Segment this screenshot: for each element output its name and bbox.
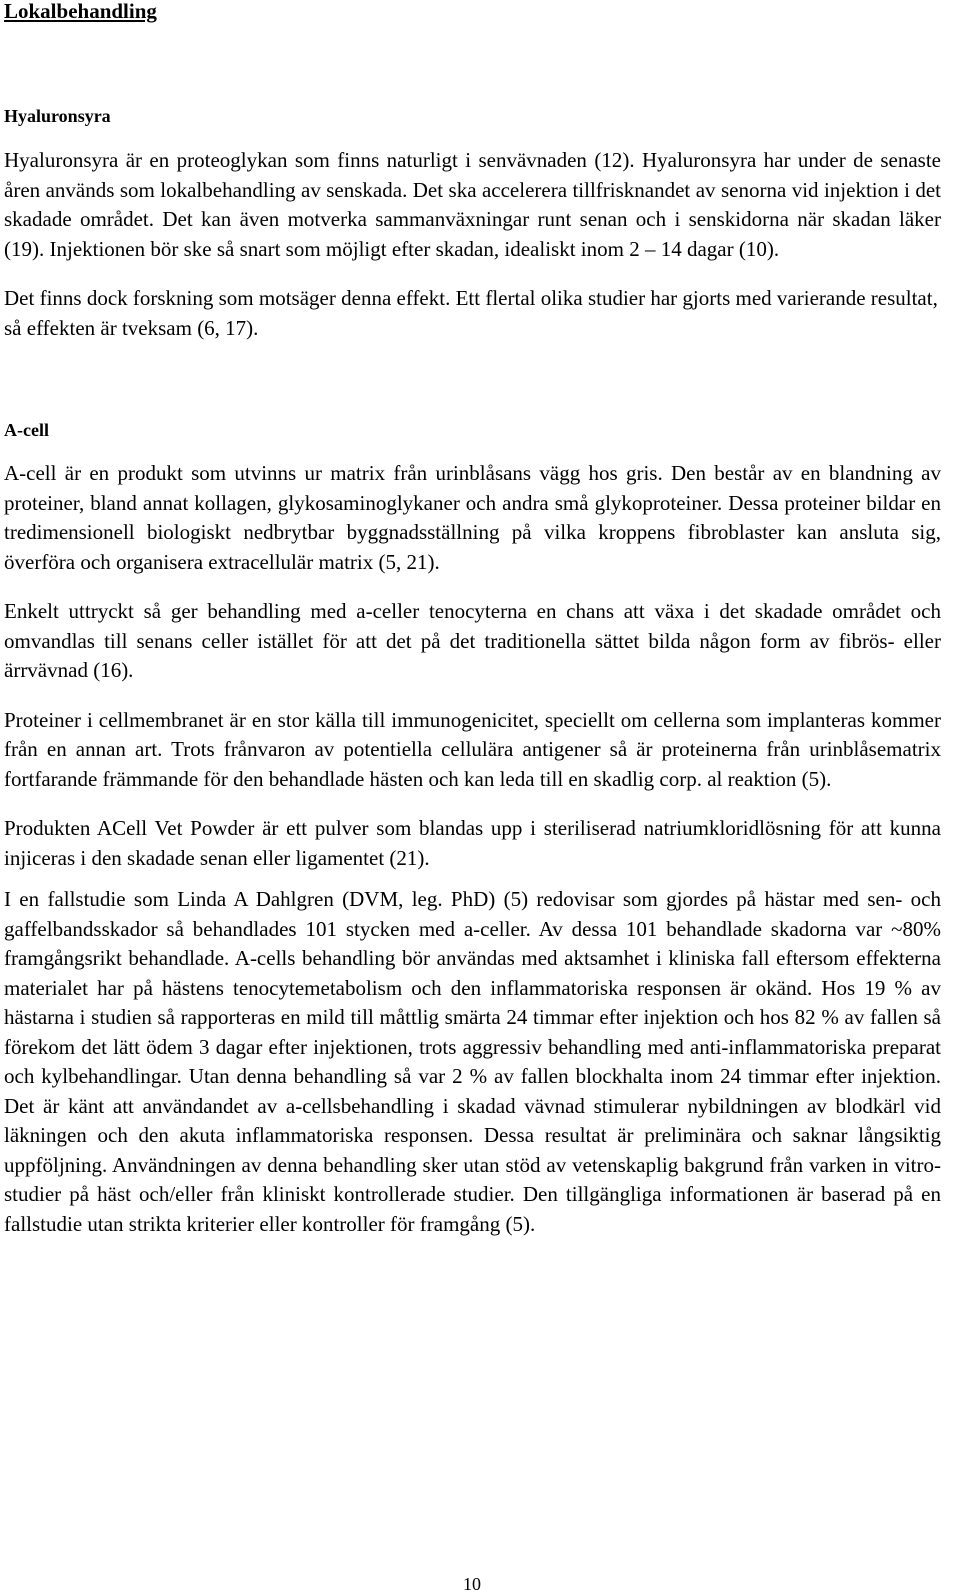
paragraph: A-cell är en produkt som utvinns ur matrix från urinblåsans vägg hos gris. Den består av en blandning av proteiner, bland annat kollagen, glykosaminoglykaner och andra små glykoproteiner. Dessa proteiner bildar en tredimensionell biologiskt nedbrytbar byggnadsställning på vilka kroppens fibroblaster kan ansluta sig, överföra och organisera extracellulär matrix (5, 21). bbox=[4, 461, 941, 574]
section-heading-hyaluronsyra: Hyaluronsyra bbox=[4, 106, 111, 126]
page-number: 10 bbox=[463, 1574, 481, 1594]
paragraph: I en fallstudie som Linda A Dahlgren (DVM, leg. PhD) (5) redovisar som gjordes på hästar med sen- och gaffelbandsskador så behandlades 101 stycken med a-celler. Av dessa 101 behandlade skadorna var ~80% framgångsrikt behandlade. A-cells behandling bör användas med aktsamhet i kliniska fall eftersom effekterna materialet har på hästens tenocytemetabolism och den inflammatoriska responsen är okänd. Hos 19 % av hästarna i studien så rapporteras en mild till måttlig smärta 24 timmar efter injektion och hos 82 % av fallen så förekom det lätt ödem 3 dagar efter injektionen, trots aggressiv behandling med anti-inflammatoriska preparat och kylbehandlingar. Utan denna behandling så var 2 % av fallen blockhalta inom 24 timmar efter injektion. Det är känt att användandet av a-cellsbehandling i skadad vävnad stimulerar nybildningen av blodkärl vid läkningen och den akuta inflammatoriska responsen. Dessa resultat är preliminära och saknar långsiktig uppföljning. Användningen av denna behandling sker utan stöd av vetenskaplig bakgrund från varken in vitro-studier på häst och/eller från kliniskt kontrollerade studier. Den tillgängliga informationen är baserad på en fallstudie utan strikta kriterier eller kontroller för framgång (5). bbox=[4, 887, 941, 1236]
document-page bbox=[4, 0, 941, 1239]
paragraph: Produkten ACell Vet Powder är ett pulver som blandas upp i steriliserad natriumkloridlösning för att kunna injiceras i den skadade senan eller ligamentet (21). bbox=[4, 816, 941, 870]
paragraph: Det finns dock forskning som motsäger denna effekt. Ett flertal olika studier har gjorts med varierande resultat, så effekten är tveksam (6, 17). bbox=[4, 286, 938, 340]
section-heading-a-cell: A-cell bbox=[4, 420, 49, 440]
page-title: Lokalbehandling bbox=[4, 0, 157, 23]
paragraph: Hyaluronsyra är en proteoglykan som finns naturligt i senvävnaden (12). Hyaluronsyra har under de senaste åren används som lokalbehandling av senskada. Det ska accelerera tillfrisknandet av senorna vid injektion i det skadade området. Det kan även motverka sammanväxningar runt senan och i senskidorna när skadan läker (19). Injektionen bör ske så snart som möjligt efter skadan, idealiskt inom 2 – 14 dagar (10). bbox=[4, 148, 941, 261]
paragraph: Enkelt uttryckt så ger behandling med a-celler tenocyterna en chans att växa i det skadade området och omvandlas till senans celler istället för att det på det traditionella sättet bilda någon form av fibrös- eller ärrvävnad (16). bbox=[4, 599, 941, 682]
paragraph: Proteiner i cellmembranet är en stor källa till immunogenicitet, speciellt om cellerna som implanteras kommer från en annan art. Trots frånvaron av potentiella cellulära antigener så är proteinerna från urinblåsematrix fortfarande främmande för den behandlade hästen och kan leda till en skadlig corp. al reaktion (5). bbox=[4, 707, 941, 791]
